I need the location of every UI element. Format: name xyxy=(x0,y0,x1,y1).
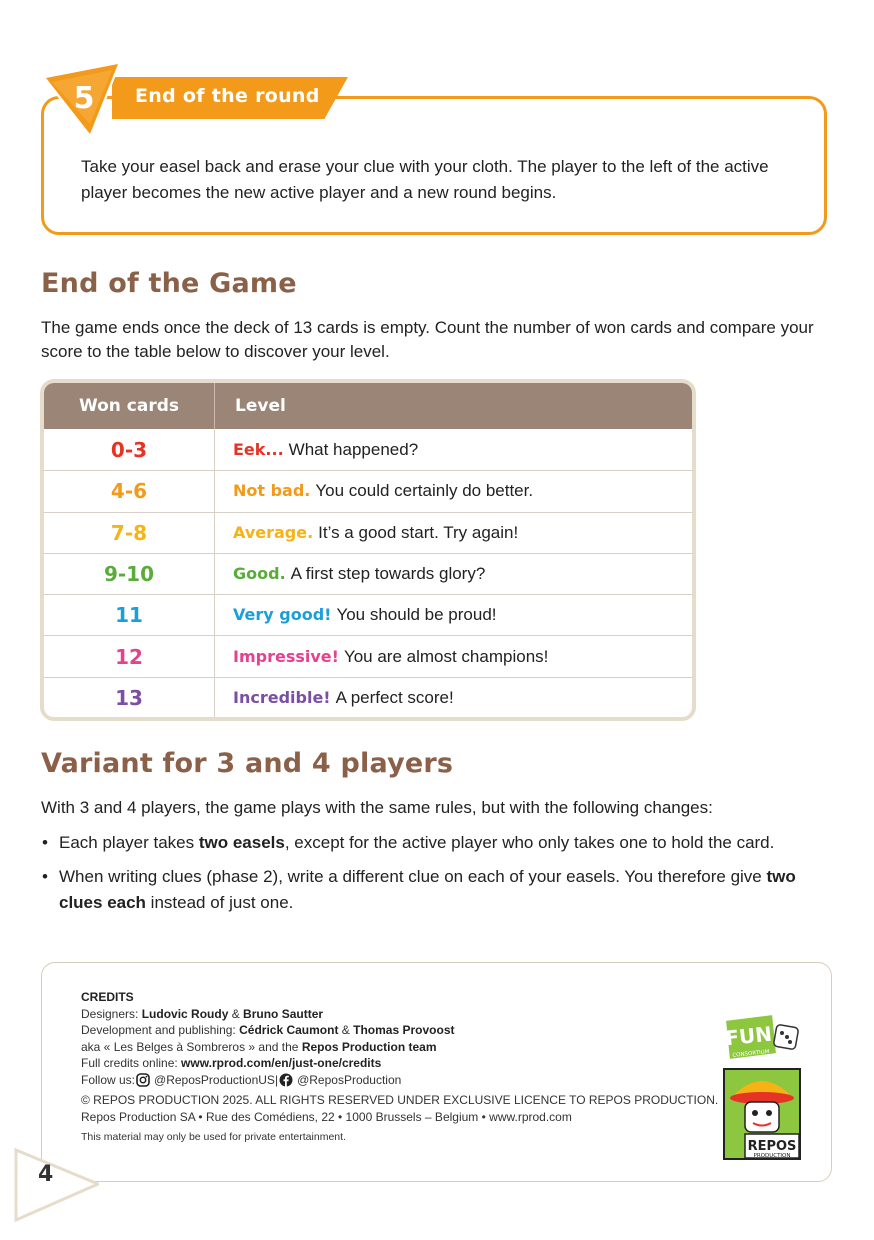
won-cards-value: 12 xyxy=(115,644,143,669)
header-level: Level xyxy=(235,396,286,416)
won-cards-value: 0-3 xyxy=(110,437,148,462)
credits-address: Repos Production SA • Rue des Comédiens, 22 • 1000 Brussels – Belgium • www.rprod.com xyxy=(81,1109,572,1124)
table-row xyxy=(44,635,692,676)
credits-full: Full credits online: www.rprod.com/en/just-one/credits xyxy=(81,1056,382,1070)
table-row xyxy=(44,677,692,718)
table-body xyxy=(44,429,692,718)
page-number: 4 xyxy=(38,1162,54,1187)
level-desc: A first step towards glory? xyxy=(290,564,486,584)
level-name: Very good! xyxy=(233,605,332,625)
svg-text:CONSORTIUM: CONSORTIUM xyxy=(732,1049,770,1059)
credits-title: CREDITS xyxy=(81,990,134,1004)
facebook-icon xyxy=(279,1073,293,1087)
header-won-cards: Won cards xyxy=(78,396,180,416)
won-cards-value: 7-8 xyxy=(110,520,148,545)
list-item: • When writing clues (phase 2), write a different clue on each of your easels. You therefore give two clues each instead of just one. xyxy=(41,864,841,916)
instagram-icon xyxy=(136,1073,150,1087)
variant-heading: Variant for 3 and 4 players xyxy=(41,748,454,779)
score-table xyxy=(40,379,696,721)
credits-designers: Designers: Ludovic Roudy & Bruno Sautter xyxy=(81,1006,324,1021)
level-name: Eek... xyxy=(233,439,284,459)
phase-number: 5 xyxy=(73,81,95,116)
table-row xyxy=(44,470,692,511)
svg-text:FUN: FUN xyxy=(724,1021,774,1051)
credits-aka: aka « Les Belges à Sombreros » and the Repos Production team xyxy=(81,1039,437,1054)
level-name: Good. xyxy=(233,564,286,584)
svg-text:PRODUCTION: PRODUCTION xyxy=(753,1153,791,1159)
won-cards-value: 11 xyxy=(115,603,143,628)
page-corner-icon xyxy=(14,1148,99,1222)
credits-text xyxy=(81,989,721,1146)
level-cell xyxy=(215,523,518,543)
table-header xyxy=(44,383,692,429)
level-desc: What happened? xyxy=(288,439,419,459)
variant-list xyxy=(41,830,841,924)
level-desc: You should be proud! xyxy=(336,605,497,625)
level-cell xyxy=(215,647,548,667)
level-cell xyxy=(215,440,418,460)
table-row xyxy=(44,512,692,553)
svg-text:REPOS: REPOS xyxy=(747,1139,797,1154)
level-cell xyxy=(215,605,497,625)
level-name: Incredible! xyxy=(233,687,331,707)
credits-copyright: © REPOS PRODUCTION 2025. ALL RIGHTS RESERVED UNDER EXCLUSIVE LICENCE TO REPOS PRODUCTION. xyxy=(81,1093,719,1107)
repos-production-logo xyxy=(723,1068,801,1160)
table-row xyxy=(44,429,692,470)
credits-private: This material may only be used for private entertainment. xyxy=(81,1131,346,1143)
list-item: • Each player takes two easels, except for the active player who only takes one to hold the card. xyxy=(41,830,841,856)
level-name: Not bad. xyxy=(233,481,311,501)
level-desc: It’s a good start. Try again! xyxy=(318,522,519,542)
end-game-text: The game ends once the deck of 13 cards is empty. Count the number of won cards and compare your score to the table below to discover your level. xyxy=(41,318,814,361)
won-cards-value: 13 xyxy=(115,685,143,710)
phase-text: Take your easel back and erase your clue with your cloth. The player to the left of the active player becomes the new active player and a new round begins. xyxy=(81,157,769,202)
level-name: Average. xyxy=(233,522,314,542)
table-row xyxy=(44,594,692,635)
level-desc: You are almost champions! xyxy=(343,646,549,666)
won-cards-value: 4-6 xyxy=(110,479,148,504)
table-row xyxy=(44,553,692,594)
level-cell xyxy=(215,564,485,584)
variant-intro: With 3 and 4 players, the game plays with the same rules, but with the following changes: xyxy=(41,798,713,817)
credits-follow: Follow us: @ReposProductionUS | @ReposProduction xyxy=(81,1072,402,1087)
credits-development: Development and publishing: Cédrick Caumont & Thomas Provoost xyxy=(81,1023,455,1037)
level-name: Impressive! xyxy=(233,646,339,666)
won-cards-value: 9-10 xyxy=(103,562,155,587)
level-desc: You could certainly do better. xyxy=(315,481,534,501)
phase-number-badge-icon xyxy=(38,58,128,143)
phase-title: End of the round xyxy=(135,85,320,107)
end-game-heading: End of the Game xyxy=(41,268,297,299)
fun-consortium-logo xyxy=(721,1010,801,1064)
level-cell xyxy=(215,688,454,708)
level-desc: A perfect score! xyxy=(335,687,454,707)
level-cell xyxy=(215,481,533,501)
